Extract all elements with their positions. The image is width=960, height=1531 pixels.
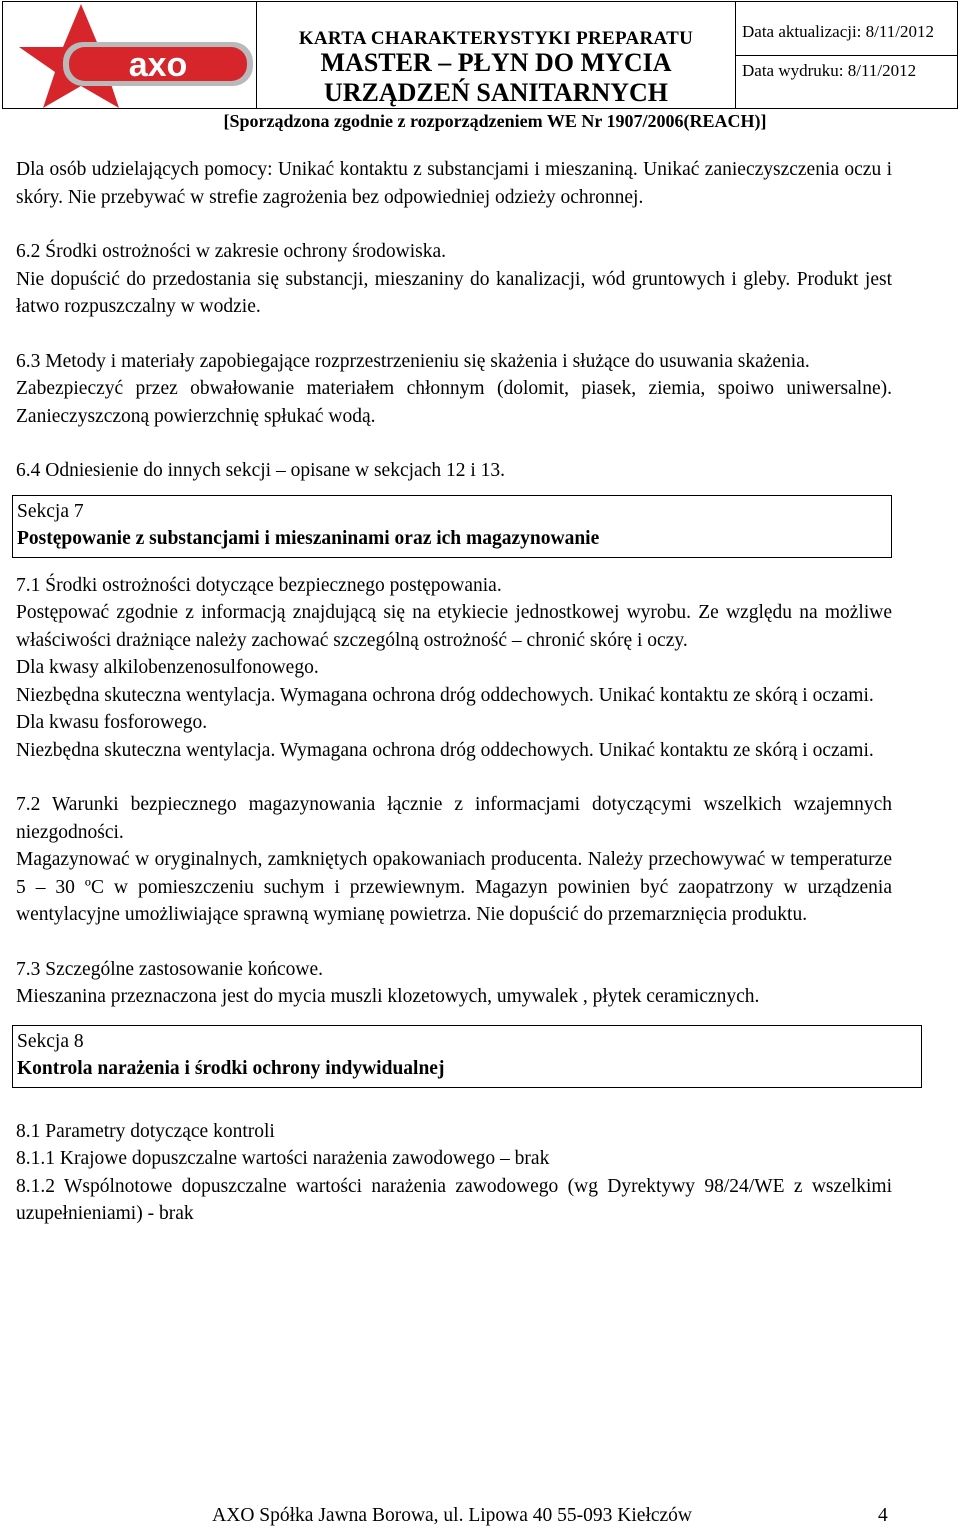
section-7-1-sub1-text: Niezbędna skuteczna wentylacja. Wymagana ochrona dróg oddechowych. Unikać kontaktu ze skórą i oczami.	[16, 684, 874, 706]
section-7-title: Postępowanie z substancjami i mieszaninami oraz ich magazynowanie	[17, 528, 600, 549]
section-7-label: Sekcja 7	[17, 500, 84, 522]
section-7-1-sub2: Dla kwasu fosforowego.	[16, 712, 208, 733]
date-updated: Data aktualizacji: 8/11/2012	[742, 22, 934, 41]
section-7-1-title: 7.1 Środki ostrożności dotyczące bezpiecznego postępowania.	[16, 574, 502, 596]
section-8-box	[12, 1025, 922, 1088]
section-7-1-text: Postępować zgodnie z informacją znajdującą się na etykiecie jednostkowej wyrobu. Ze względu na możliwe właściwości drażniące należy zachować szczególną ostrożność – chronić skórę i oczy.	[16, 602, 892, 651]
footer-address: AXO Spółka Jawna Borowa, ul. Lipowa 40 55-093 Kiełczów	[212, 1505, 692, 1526]
section-6-3-title: 6.3 Metody i materiały zapobiegające rozprzestrzenieniu się skażenia i służące do usuwania skażenia.	[16, 350, 810, 372]
logo-text: axo	[128, 46, 188, 84]
section-7-1-sub2-text: Niezbędna skuteczna wentylacja. Wymagana ochrona dróg oddechowych. Unikać kontaktu ze skórą i oczami.	[16, 739, 874, 761]
header-title-line2: URZĄDZEŃ SANITARNYCH	[323, 78, 669, 107]
header-regulation: [Sporządzona zgodnie z rozporządzeniem WE Nr 1907/2006(REACH)]	[223, 111, 767, 131]
section-7-2-title: 7.2 Warunki bezpiecznego magazynowania łącznie z informacjami dotyczącymi wszelkich wzajemnych niezgodności.	[16, 794, 892, 843]
section-7-1-sub1: Dla kwasy alkilobenzenosulfonowego.	[16, 657, 319, 678]
section-8-title: Kontrola narażenia i środki ochrony indywidualnej	[17, 1058, 445, 1079]
section-6-4: 6.4 Odniesienie do innych sekcji – opisane w sekcjach 12 i 13.	[16, 460, 506, 481]
section-6-3-text: Zabezpieczyć przez obwałowanie materiałem chłonnym (dolomit, piasek, ziemia, spoiwo uniwersalne). Zanieczyszczoną powierzchnię spłukać wodą.	[16, 378, 892, 427]
section-6-2-text: Nie dopuścić do przedostania się substancji, mieszaniny do kanalizacji, wód gruntowych i gleby. Produkt jest łatwo rozpuszczalny w wodzie.	[16, 268, 892, 317]
section-7-2-text: Magazynować w oryginalnych, zamkniętych opakowaniach producenta. Należy przechowywać w temperaturze 5 – 30 ºC w pomieszczeniu suchym i przewiewnym. Magazyn powinien być zaopatrzony w urządzenia wentylacyjne umożliwiające sprawną wymianę powietrza. Nie dopuścić do przemarznięcia produktu.	[16, 849, 892, 925]
section-8-1-1: 8.1.1 Krajowe dopuszczalne wartości narażenia zawodowego – brak	[16, 1148, 550, 1169]
section-8-1-2: 8.1.2 Wspólnotowe dopuszczalne wartości narażenia zawodowego (wg Dyrektywy 98/24/WE z wszelkimi uzupełnieniami) - brak	[16, 1175, 892, 1224]
axo-logo	[3, 2, 256, 108]
section-7-3-title: 7.3 Szczególne zastosowanie końcowe.	[16, 958, 324, 980]
logo-cell	[3, 2, 257, 108]
header-title-cell	[257, 2, 736, 108]
section-8-label: Sekcja 8	[17, 1030, 84, 1052]
header-title	[257, 48, 735, 108]
section-7-3-text: Mieszanina przeznaczona jest do mycia muszli klozetowych, umywalek , płytek ceramicznych.	[16, 986, 760, 1007]
page-number: 4	[878, 1505, 888, 1526]
first-aid-paragraph: Dla osób udzielających pomocy: Unikać kontaktu z substancjami i mieszaniną. Unikać zanieczyszczenia oczu i skóry. Nie przebywać w strefie zagrożenia bez odpowiedniej odzieży ochronnej.	[16, 159, 892, 208]
section-8-1: 8.1 Parametry dotyczące kontroli	[16, 1120, 275, 1142]
date-printed: Data wydruku: 8/11/2012	[742, 61, 917, 80]
document-header	[2, 1, 958, 109]
header-date-cell	[736, 2, 957, 108]
section-7-box	[12, 495, 892, 558]
section-6-2-title: 6.2 Środki ostrożności w zakresie ochrony środowiska.	[16, 241, 446, 262]
header-title-line1: MASTER – PŁYN DO MYCIA	[320, 48, 672, 77]
header-kicker: KARTA CHARAKTERYSTYKI PREPARATU	[298, 28, 694, 49]
document-body	[16, 154, 892, 1228]
